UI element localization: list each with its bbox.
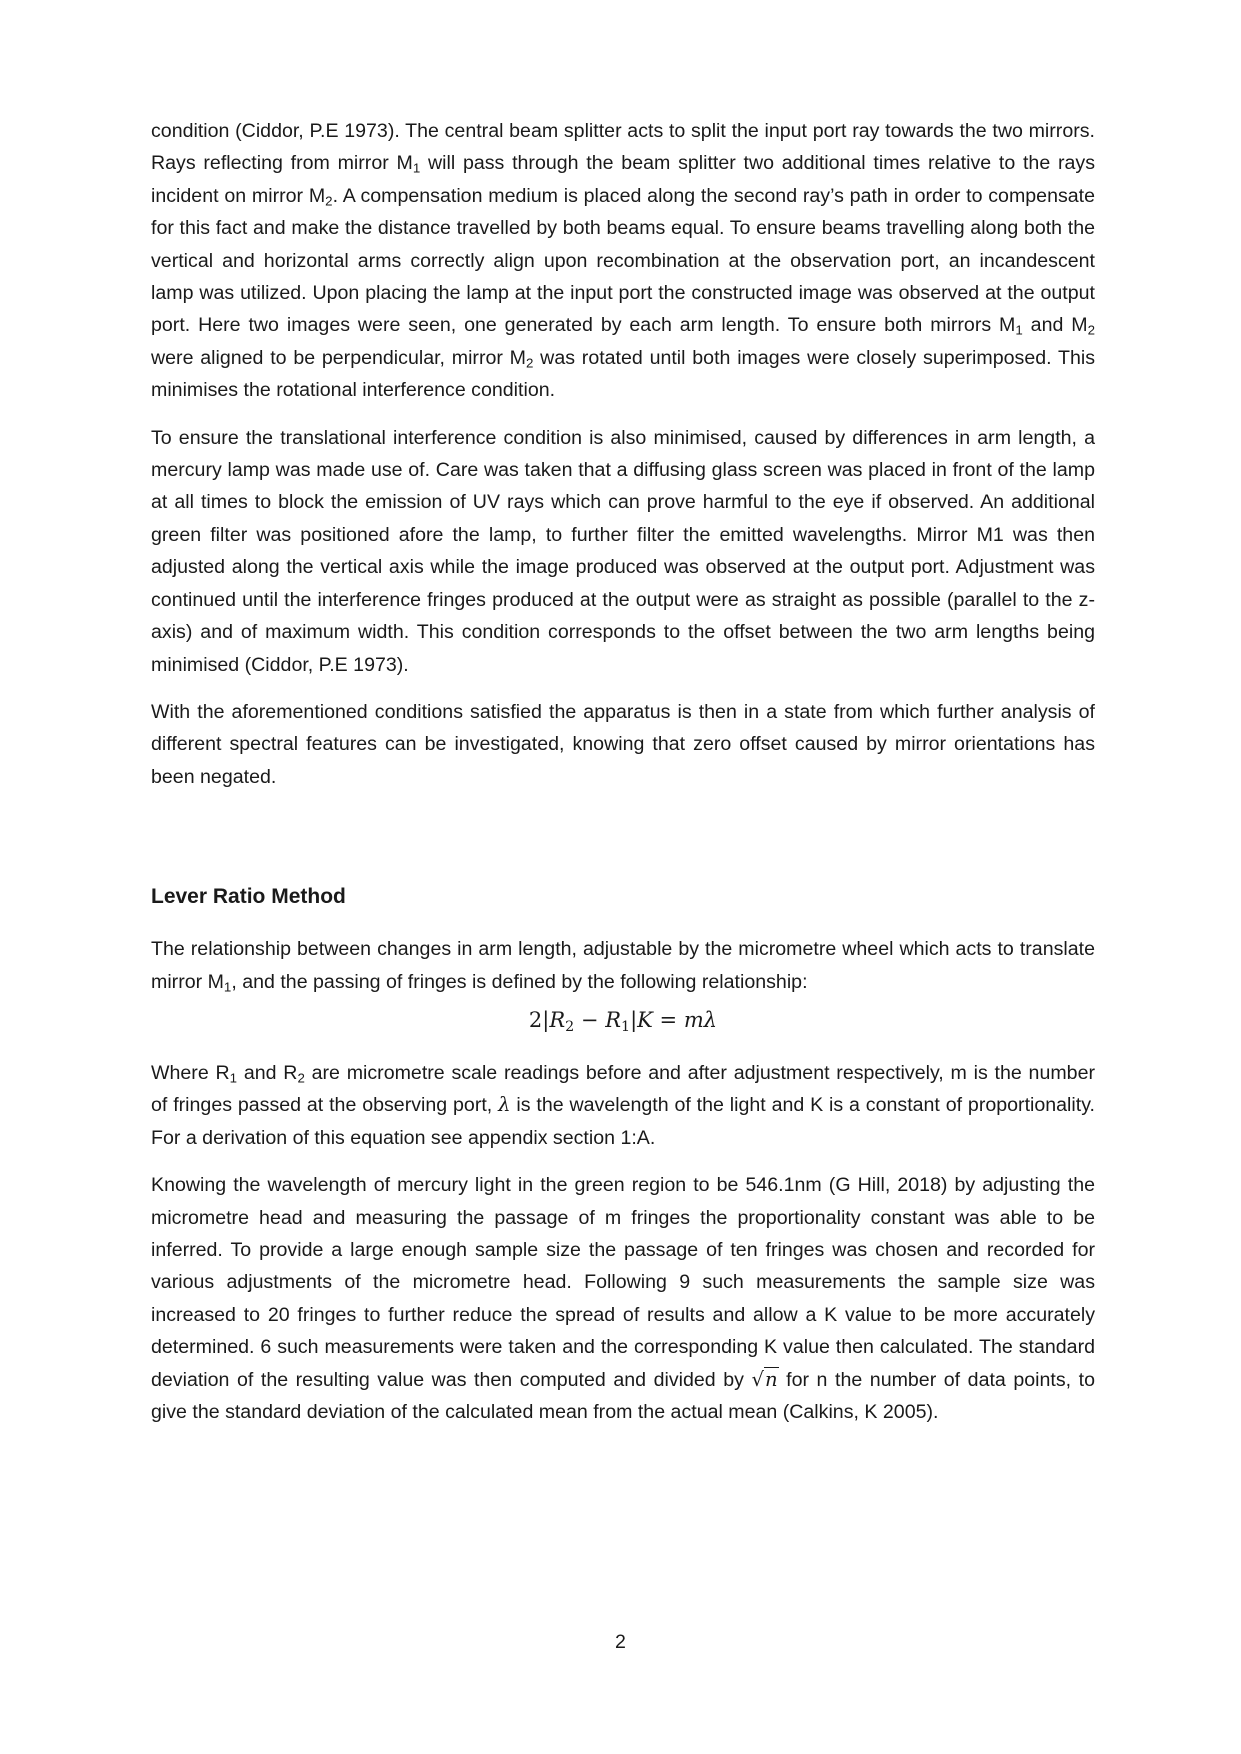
- inline-math-sqrt-n: [751, 1367, 778, 1391]
- paragraph-conditions-satisfied: With the aforementioned conditions satisfied the apparatus is then in a state from which further analysis of different spectral features can be investigated, knowing that zero offset caused by mirror orientations has been negated.: [151, 700, 1095, 788]
- text-run: , and the passing of fringes is defined by the following relationship:: [231, 970, 808, 993]
- text-run: will pass through the beam splitter two additional times relative to the rays incident on mirror M: [151, 152, 1096, 207]
- paragraph-relationship-intro: [151, 933, 1095, 998]
- equation-variable: R: [605, 1007, 622, 1032]
- text-run: is the wavelength of the light and K is a constant of proportionality. For a derivation of this equation see appendix section 1:A.: [151, 1094, 1095, 1149]
- sqrt-radicand: n: [764, 1367, 778, 1391]
- sqrt-symbol: √: [751, 1367, 764, 1391]
- lever-ratio-equation: [151, 1004, 1095, 1036]
- page-body: [151, 115, 1095, 1428]
- paragraph-translational-condition: To ensure the translational interference condition is also minimised, caused by differences in arm length, a mercury lamp was made use of. Care was taken that a diffusing glass screen was placed in front of the lamp at all times to block the emission of UV rays which can prove harmful to the eye if observed. An additional green filter was positioned afore the lamp, to further filter the emitted wavelengths. Mirror M1 was then adjusted along the vertical axis while the image produced was observed at the output port. Adjustment was continued until the interference fringes produced at the output were as straight as possible (parallel to the z-axis) and of maximum width. This condition corresponds to the offset between the two arm lengths being minimised (Ciddor, P.E 1973).: [151, 426, 1095, 676]
- equation-variable: λ: [703, 1007, 718, 1032]
- subscript: 2: [325, 193, 333, 209]
- equation-variable: R: [549, 1007, 566, 1032]
- text-run: Where R: [151, 1061, 230, 1084]
- text-run: and R: [237, 1061, 298, 1084]
- subscript: 1: [1015, 323, 1023, 339]
- text-run: . A compensation medium is placed along the second ray’s path in order to compensate for this fact and make the distance travelled by both beams equal. To ensure beams travelling along both the vertical and horizontal arms correctly align upon recombination at the observation port, an incandescent lamp was utilized. Upon placing the lamp at the input port the constructed image was observed at the output port. Here two images were seen, one generated by each arm length. To ensure both mirrors M: [151, 184, 1096, 337]
- subscript: 1: [412, 161, 421, 177]
- section-heading-lever-ratio: Lever Ratio Method: [151, 885, 346, 909]
- text-run: The relationship between changes in arm length, adjustable by the micrometre wheel which acts to translate mirror M: [151, 938, 1095, 993]
- equation-subscript: 2: [565, 1018, 575, 1035]
- subscript: 2: [526, 355, 534, 371]
- paragraph-measurement-method: [151, 1169, 1095, 1428]
- text-run: Knowing the wavelength of mercury light in the green region to be 546.1nm (G Hill, 2018) by adjusting the micrometre head and measuring the passage of m fringes the proportionality constant was able to be inferred. To provide a large enough sample size the passage of ten fringes was chosen and recorded for various adjustments of the micrometre head. Following 9 such measurements the sample size was increased to 20 fringes to further reduce the spread of results and allow a K value to be more accurately determined. 6 such measurements were taken and the corresponding K value then calculated. The standard deviation of the resulting value was then computed and divided by: [151, 1174, 1095, 1391]
- text-run: condition (Ciddor, P.E 1973). The central beam splitter acts to split the input port ray towards the two mirrors. Rays reflecting from mirror M: [151, 120, 1095, 175]
- equation-variable: m: [683, 1007, 704, 1032]
- inline-math-lambda: λ: [498, 1093, 511, 1117]
- equation-term: 2|: [528, 1007, 550, 1032]
- subscript: 1: [223, 979, 232, 995]
- paragraph-variable-definitions: [151, 1057, 1095, 1154]
- subscript: 1: [229, 1070, 238, 1086]
- text-run: was rotated until both images were closely superimposed. This minimises the rotational interference condition.: [151, 346, 1095, 402]
- text-run: and M: [1022, 314, 1088, 337]
- subscript: 2: [297, 1070, 305, 1086]
- paragraph-mirror-alignment: [151, 115, 1095, 407]
- equation-variable: K: [637, 1007, 653, 1032]
- equation-term: |: [630, 1007, 638, 1032]
- equation-operator: =: [652, 1007, 684, 1032]
- equation-subscript: 1: [621, 1018, 631, 1035]
- text-run: for n the number of data points, to give the standard deviation of the calculated mean from the actual mean (Calkins, K 2005).: [151, 1368, 1095, 1423]
- text-run: are micrometre scale readings before and after adjustment respectively, m is the number of fringes passed at the observing port,: [151, 1061, 1095, 1117]
- equation-operator: −: [574, 1007, 606, 1032]
- subscript: 2: [1087, 323, 1095, 339]
- text-run: were aligned to be perpendicular, mirror M: [151, 346, 526, 369]
- page-number: 2: [615, 1631, 626, 1653]
